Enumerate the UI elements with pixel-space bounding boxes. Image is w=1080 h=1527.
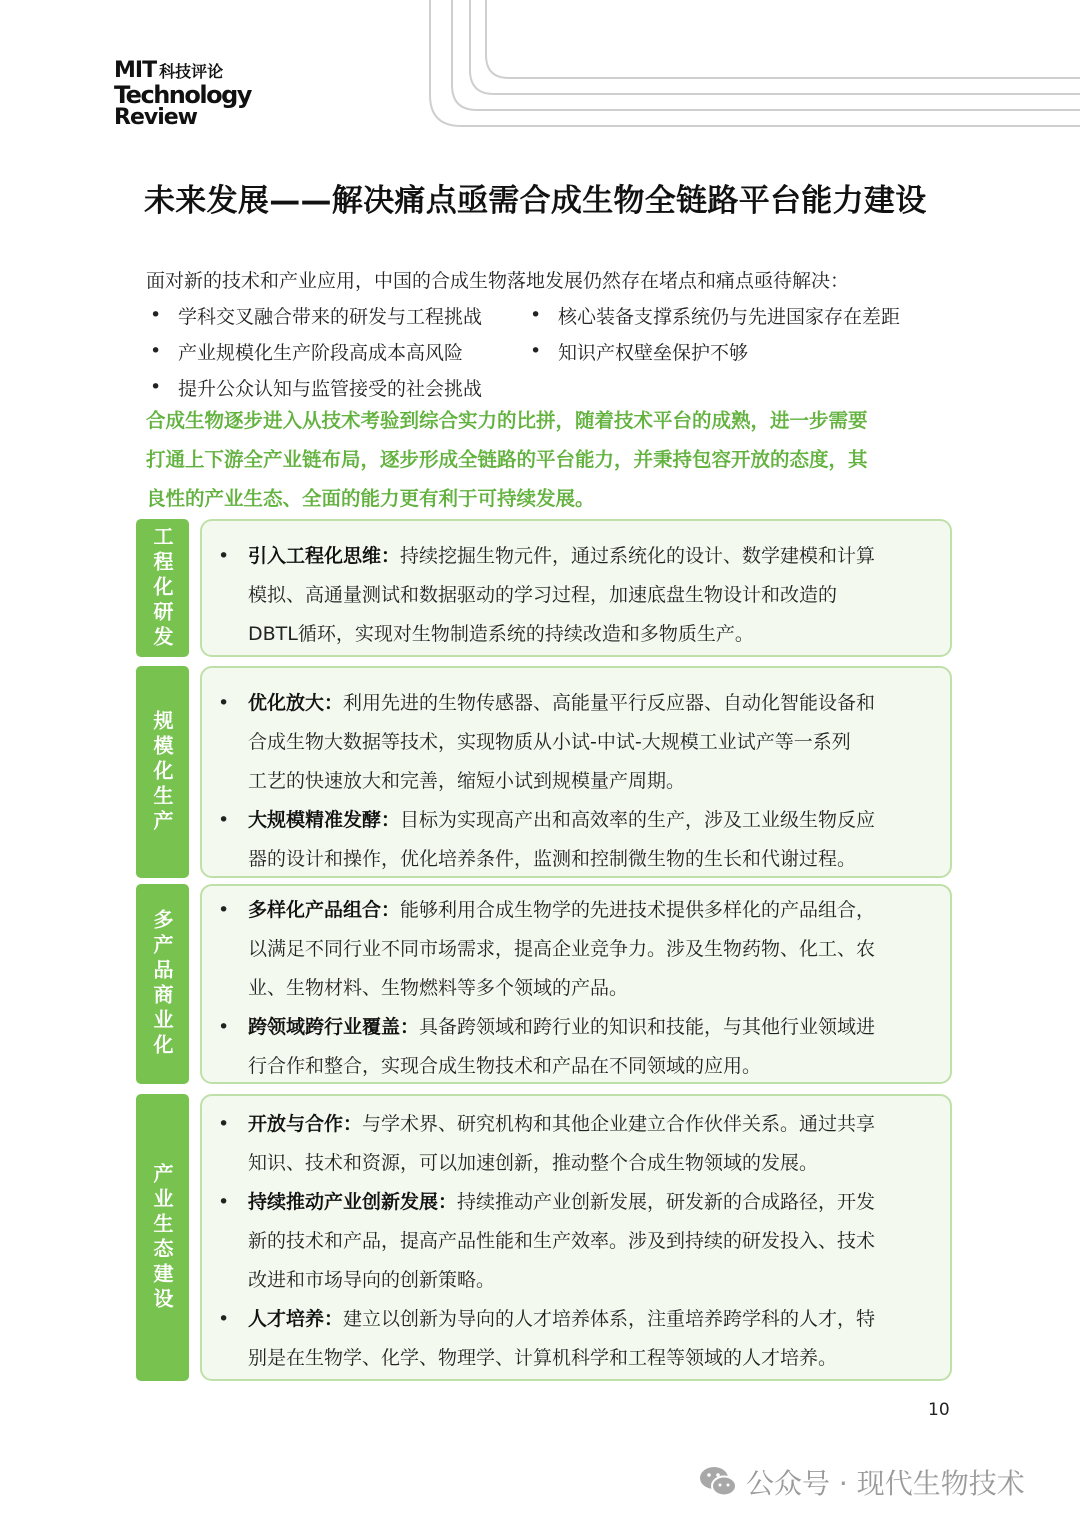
bullet-dot: • [218, 1113, 230, 1135]
bullet-row [146, 369, 966, 405]
item-term: 优化放大： [248, 692, 344, 714]
item-term: 开放与合作： [248, 1113, 363, 1135]
item-term: 大规模精准发酵： [248, 809, 401, 831]
bullet-dot: • [150, 376, 162, 398]
section-label: 多产品商业化 [150, 909, 174, 1059]
pain-point-list [146, 297, 966, 405]
item-text: DBTL循环，实现对生物制造系统的持续改造和多物质生产。 [248, 623, 754, 645]
item-text: 业、生物材料、生物燃料等多个领域的产品。 [248, 977, 629, 999]
section-label: 产业生态建设 [150, 1162, 174, 1313]
section-multi-product-commercialization [136, 884, 952, 1084]
section-side-tab [136, 666, 189, 878]
item-text: 利用先进的生物传感器、高能量平行反应器、自动化智能设备和 [343, 692, 876, 714]
wechat-icon [698, 1464, 738, 1500]
item-text: 知识、技术和资源，可以加速创新，推动整个合成生物领域的发展。 [248, 1152, 819, 1174]
section-industry-ecosystem [136, 1094, 952, 1381]
section-content-box [200, 519, 952, 657]
item-text: 模拟、高通量测试和数据驱动的学习过程，加速底盘生物设计和改造的 [248, 584, 838, 606]
wechat-watermark [698, 1462, 1025, 1502]
section-content-box [200, 666, 952, 878]
section-scale-production [136, 666, 952, 878]
highlight-paragraph [146, 401, 946, 518]
item-text: 建立以创新为导向的人才培养体系，注重培养跨学科的人才，特 [343, 1308, 876, 1330]
section-side-tab [136, 519, 189, 657]
intro-text: 面对新的技术和产业应用，中国的合成生物落地发展仍然存在堵点和痛点亟待解决： [146, 270, 850, 292]
item-term: 人才培养： [248, 1308, 344, 1330]
section-content-box [200, 884, 952, 1084]
bullet-dot: • [218, 1016, 230, 1038]
item-text: 具备跨领域和跨行业的知识和技能，与其他行业领域进 [419, 1016, 876, 1038]
bullet-dot: • [150, 340, 162, 362]
bullet-row [146, 297, 966, 333]
item-text: 合成生物大数据等技术，实现物质从小试-中试-大规模工业试产等一系列 [248, 731, 851, 753]
bullet-dot: • [530, 340, 542, 362]
item-text: 行合作和整合，实现合成生物技术和产品在不同领域的应用。 [248, 1055, 762, 1077]
list-item [216, 801, 936, 879]
section-content-box [200, 1094, 952, 1381]
bullet-dot: • [218, 1191, 230, 1213]
page-title: 未来发展——解决痛点亟需合成生物全链路平台能力建设 [144, 183, 927, 219]
section-engineering-rd [136, 519, 952, 657]
item-text: 器的设计和操作，优化培养条件，监测和控制微生物的生长和代谢过程。 [248, 848, 857, 870]
section-label: 工程化研发 [150, 525, 174, 651]
item-text: 持续推动产业创新发展，研发新的合成路径，开发 [457, 1191, 876, 1213]
item-term: 持续推动产业创新发展： [248, 1191, 458, 1213]
section-side-tab [136, 1094, 189, 1381]
item-text: 工艺的快速放大和完善，缩短小试到规模量产周期。 [248, 770, 686, 792]
pain-point: 学科交叉融合带来的研发与工程挑战 [178, 305, 483, 328]
bullet-dot: • [218, 692, 230, 714]
item-text: 新的技术和产品，提高产品性能和生产效率。涉及到持续的研发投入、技术 [248, 1230, 876, 1252]
bullet-dot: • [218, 899, 230, 921]
section-side-tab [136, 884, 189, 1084]
highlight-line: 良性的产业生态、全面的能力更有利于可持续发展。 [146, 487, 595, 510]
item-text: 以满足不同行业不同市场需求，提高企业竞争力。涉及生物药物、化工、农 [248, 938, 876, 960]
item-text: 能够利用合成生物学的先进技术提供多样化的产品组合， [400, 899, 876, 921]
highlight-line: 打通上下游全产业链布局，逐步形成全链路的平台能力，并秉持包容开放的态度，其 [146, 448, 868, 471]
section-label: 规模化生产 [150, 709, 174, 835]
list-item [216, 684, 936, 801]
watermark-text: 公众号 · 现代生物技术 [746, 1467, 1025, 1500]
list-item [216, 891, 936, 1008]
bullet-dot: • [150, 304, 162, 326]
list-item [216, 1105, 936, 1183]
pain-point: 知识产权壁垒保护不够 [558, 341, 749, 364]
bullet-dot: • [218, 809, 230, 831]
bullet-row [146, 333, 966, 369]
item-term: 引入工程化思维： [248, 545, 401, 567]
item-text: 别是在生物学、化学、物理学、计算机科学和工程等领域的人才培养。 [248, 1347, 838, 1369]
page-number: 10 [928, 1400, 950, 1420]
pain-point: 核心装备支撑系统仍与先进国家存在差距 [558, 305, 901, 328]
list-item [216, 1008, 936, 1086]
pain-point: 产业规模化生产阶段高成本高风险 [178, 341, 464, 364]
list-item [216, 1183, 936, 1300]
item-term: 多样化产品组合： [248, 899, 401, 921]
item-text: 改进和市场导向的创新策略。 [248, 1269, 496, 1291]
item-text: 目标为实现高产出和高效率的生产，涉及工业级生物反应 [400, 809, 876, 831]
item-text: 持续挖掘生物元件，通过系统化的设计、数学建模和计算 [400, 545, 876, 567]
mit-technology-review-logo: MIT 科技评论 Technology Review [114, 58, 251, 130]
item-term: 跨领域跨行业覆盖： [248, 1016, 420, 1038]
list-item [216, 537, 936, 654]
item-text: 与学术界、研究机构和其他企业建立合作伙伴关系。通过共享 [362, 1113, 876, 1135]
bullet-dot: • [218, 545, 230, 567]
list-item [216, 1300, 936, 1378]
bullet-dot: • [530, 304, 542, 326]
bullet-dot: • [218, 1308, 230, 1330]
pain-point: 提升公众认知与监管接受的社会挑战 [178, 377, 483, 400]
highlight-line: 合成生物逐步进入从技术考验到综合实力的比拼，随着技术平台的成熟，进一步需要 [146, 409, 868, 432]
